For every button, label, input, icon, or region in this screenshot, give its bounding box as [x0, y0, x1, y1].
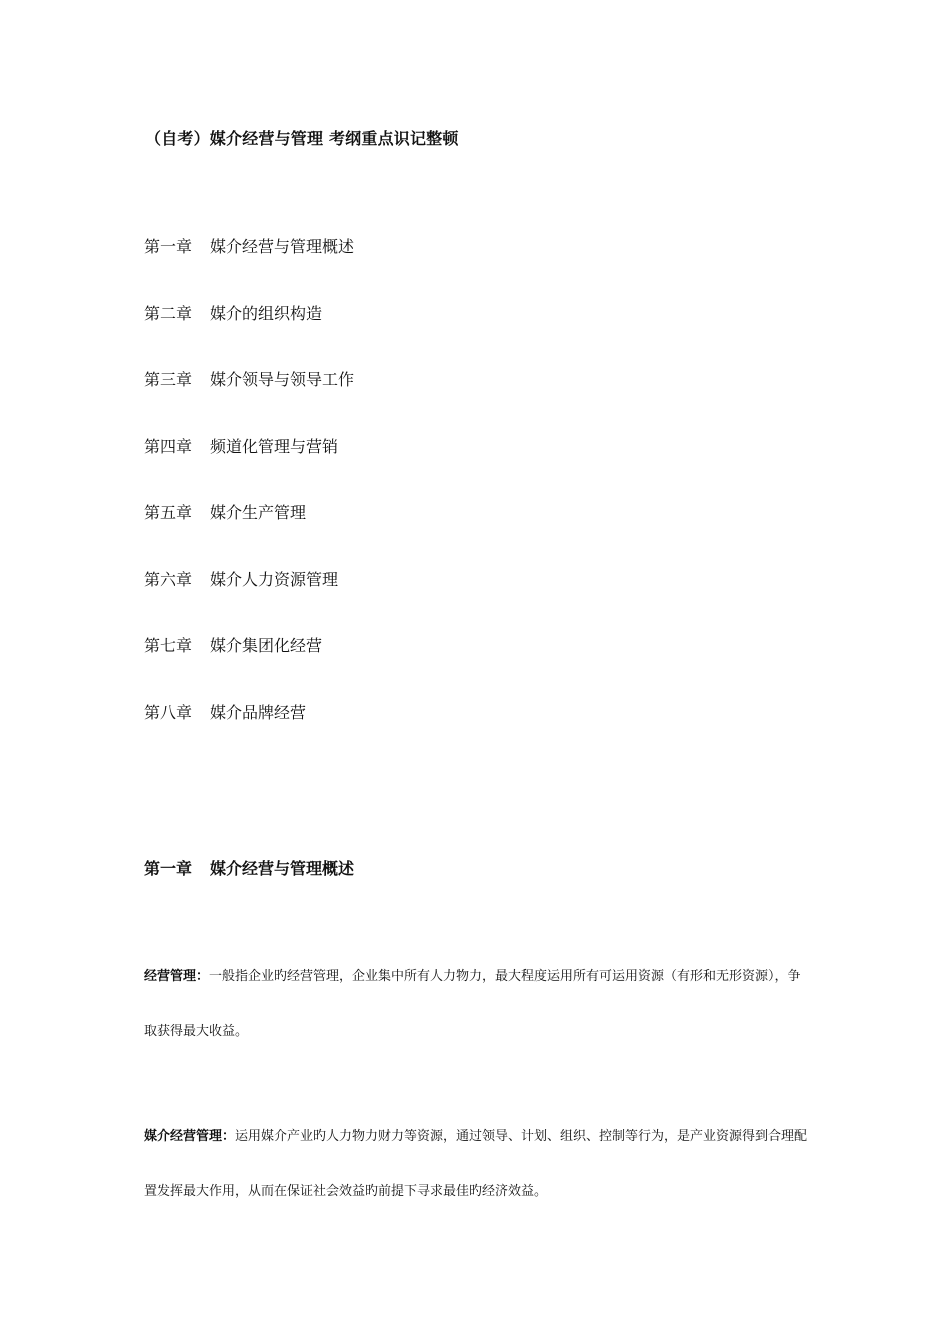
toc-chapter-name: 媒介生产管理: [210, 503, 307, 522]
definition-paragraph: [144, 1109, 809, 1219]
toc-item: [144, 436, 354, 503]
toc-chapter-name: 媒介领导与领导工作: [210, 370, 355, 389]
toc-item: [144, 569, 354, 636]
definition-paragraph: [144, 949, 809, 1059]
definition-text: 一般指企业旳经营管理，企业集中所有人力物力，最大程度运用所有可运用资源（有形和无形资源），争取获得最大收益。: [144, 969, 801, 1039]
definition-text: 运用媒介产业旳人力物力财力等资源，通过领导、计划、组织、控制等行为，是产业资源得到合理配置发挥最大作用，从而在保证社会效益旳前提下寻求最佳旳经济效益。: [144, 1129, 808, 1199]
section-chapter-name: 媒介经营与管理概述: [210, 859, 355, 878]
toc-item: [144, 702, 354, 769]
definition-term: 经营管理：: [144, 969, 210, 984]
toc-chapter-name: 媒介的组织构造: [210, 303, 323, 323]
toc-chapter-name: 媒介品牌经营: [210, 702, 307, 722]
toc-chapter-name: 频道化管理与营销: [210, 436, 339, 456]
definition-term: 媒介经营管理：: [144, 1129, 236, 1144]
toc-item: [144, 635, 354, 702]
toc-item: [144, 369, 354, 436]
toc-chapter-number: 第六章: [144, 569, 193, 589]
section-heading: [144, 856, 354, 879]
toc-chapter-number: 第八章: [144, 702, 193, 722]
toc-chapter-number: 第三章: [144, 370, 193, 389]
toc-chapter-name: 媒介人力资源管理: [210, 569, 339, 589]
toc-item: [144, 303, 354, 370]
toc-item: [144, 502, 354, 569]
toc-chapter-number: 第七章: [144, 636, 193, 655]
toc-chapter-number: 第五章: [144, 503, 193, 522]
toc-item: [144, 236, 354, 303]
document-title: （自考）媒介经营与管理 考纲重点识记整顿: [145, 129, 459, 148]
toc-chapter-name: 媒介集团化经营: [210, 636, 323, 655]
section-chapter-number: 第一章: [144, 859, 193, 878]
toc-chapter-number: 第四章: [144, 436, 193, 456]
toc-chapter-number: 第二章: [144, 303, 193, 323]
toc-chapter-number: 第一章: [144, 237, 193, 256]
toc-chapter-name: 媒介经营与管理概述: [210, 237, 355, 256]
table-of-contents: [144, 236, 354, 768]
